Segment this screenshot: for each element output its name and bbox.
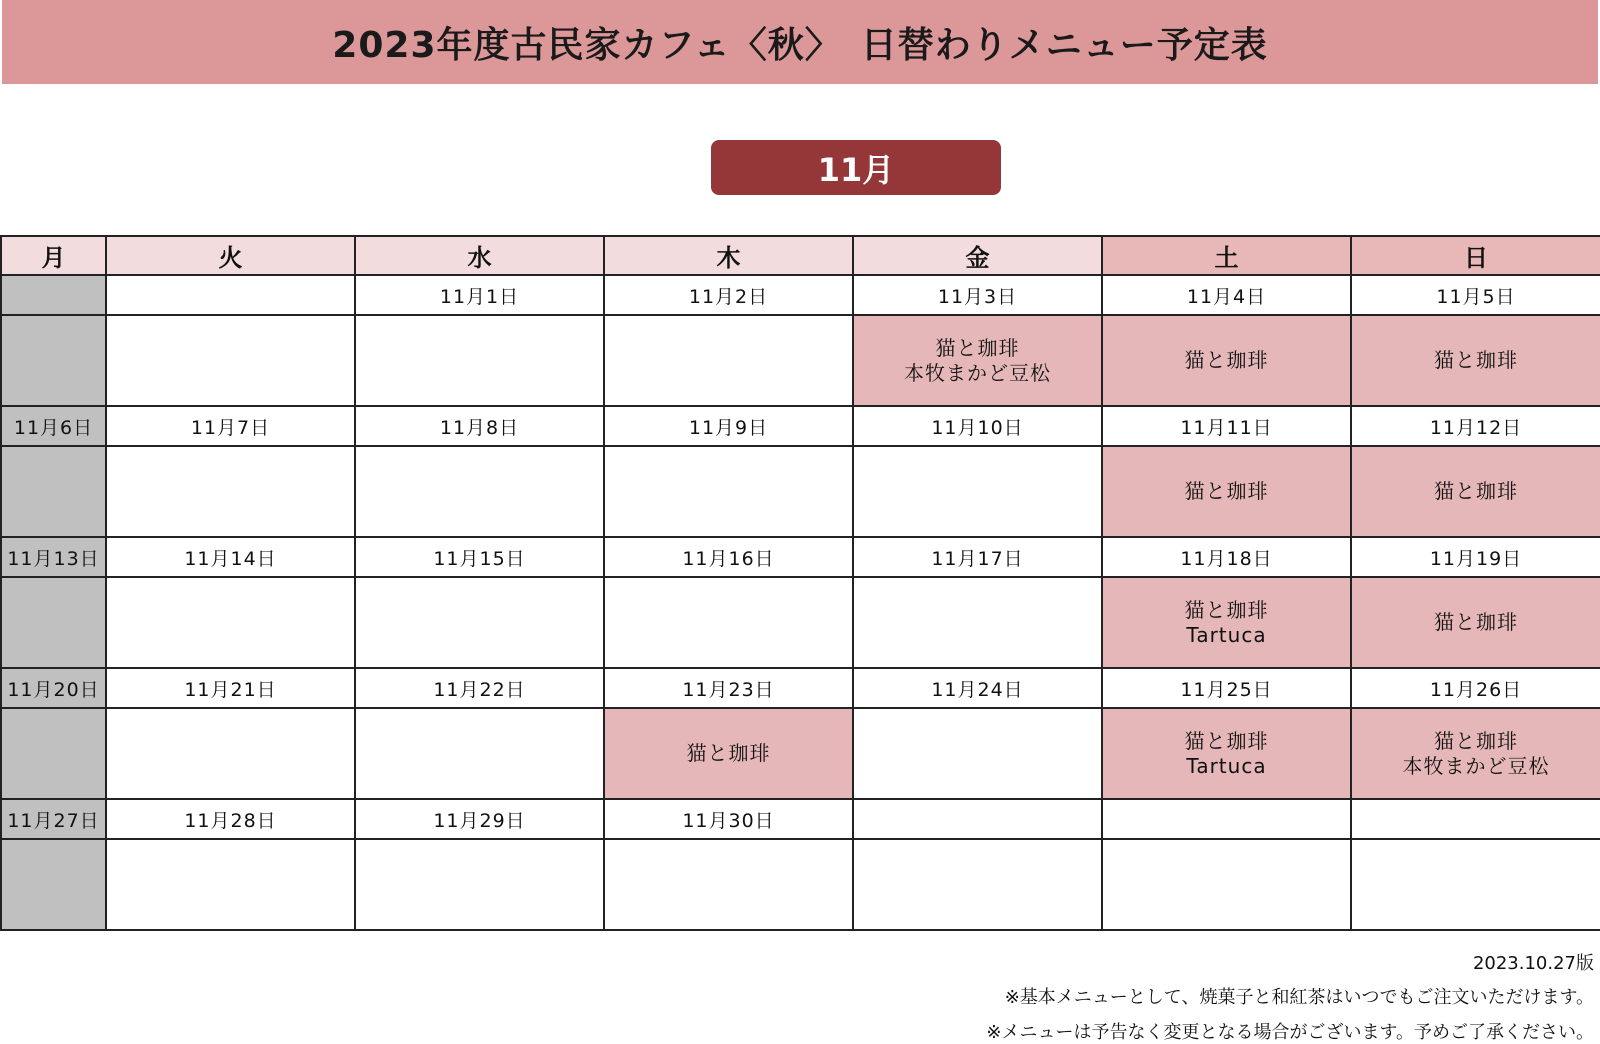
date-cell: 11月14日 <box>106 537 355 577</box>
menu-item: Tartuca <box>1186 753 1267 778</box>
date-cell: 11月23日 <box>604 668 853 708</box>
date-cell: 11月16日 <box>604 537 853 577</box>
menu-cell <box>1 708 106 799</box>
menu-item: 猫と珈琲 <box>686 741 771 765</box>
date-cell: 11月17日 <box>853 537 1102 577</box>
menu-cell <box>1102 839 1351 930</box>
menu-row <box>1 577 1600 668</box>
weekday-header-tue: 火 <box>106 236 355 275</box>
menu-cell <box>853 577 1102 668</box>
menu-cell <box>106 839 355 930</box>
date-row <box>1 799 1600 839</box>
date-cell: 11月6日 <box>1 406 106 446</box>
menu-calendar <box>0 235 1600 931</box>
date-cell: 11月7日 <box>106 406 355 446</box>
menu-item: 猫と珈琲 <box>1184 348 1269 372</box>
date-cell: 11月18日 <box>1102 537 1351 577</box>
date-cell: 11月1日 <box>355 275 604 315</box>
menu-cell <box>1 577 106 668</box>
date-cell: 11月26日 <box>1351 668 1600 708</box>
menu-row <box>1 315 1600 406</box>
menu-cell <box>604 577 853 668</box>
menu-cell <box>1102 708 1351 799</box>
date-cell: 11月27日 <box>1 799 106 839</box>
date-cell: 11月28日 <box>106 799 355 839</box>
menu-cell <box>604 708 853 799</box>
menu-item: 猫と珈琲 <box>1184 728 1269 753</box>
date-cell: 11月21日 <box>106 668 355 708</box>
menu-cell <box>853 315 1102 406</box>
menu-item: 猫と珈琲 <box>1434 479 1518 503</box>
menu-row <box>1 708 1600 799</box>
menu-cell <box>355 839 604 930</box>
weekday-header-row <box>1 236 1600 275</box>
menu-row <box>1 446 1600 537</box>
date-cell <box>1102 799 1351 839</box>
menu-cell <box>106 708 355 799</box>
menu-cell <box>853 839 1102 930</box>
footer-note-basic-menu: ※基本メニューとして、焼菓子と和紅茶はいつでもご注文いただけます。 <box>1004 987 1594 1008</box>
menu-cell <box>1 315 106 406</box>
date-cell: 11月20日 <box>1 668 106 708</box>
date-cell: 11月24日 <box>853 668 1102 708</box>
date-cell: 11月9日 <box>604 406 853 446</box>
menu-cell <box>604 315 853 406</box>
date-row <box>1 537 1600 577</box>
date-cell: 11月15日 <box>355 537 604 577</box>
date-row <box>1 275 1600 315</box>
date-cell <box>853 799 1102 839</box>
date-cell: 11月3日 <box>853 275 1102 315</box>
date-cell <box>1 275 106 315</box>
weekday-header-fri: 金 <box>853 236 1102 275</box>
menu-cell <box>604 446 853 537</box>
menu-row <box>1 839 1600 930</box>
date-cell: 11月5日 <box>1351 275 1600 315</box>
menu-cell <box>1351 708 1600 799</box>
date-cell: 11月13日 <box>1 537 106 577</box>
date-cell <box>106 275 355 315</box>
date-cell: 11月12日 <box>1351 406 1600 446</box>
date-cell: 11月19日 <box>1351 537 1600 577</box>
date-cell: 11月2日 <box>604 275 853 315</box>
menu-cell <box>1 839 106 930</box>
page-title: 2023年度古民家カフェ〈秋〉 日替わりメニュー予定表 <box>332 24 1268 66</box>
menu-cell <box>1 446 106 537</box>
menu-cell <box>355 708 604 799</box>
menu-item: 猫と珈琲 <box>1184 479 1269 503</box>
menu-item: 本牧まかど豆松 <box>1402 753 1550 778</box>
menu-item: 猫と珈琲 <box>935 335 1020 360</box>
weekday-header-sat: 土 <box>1102 236 1351 275</box>
date-cell: 11月25日 <box>1102 668 1351 708</box>
menu-cell <box>1351 315 1600 406</box>
menu-cell <box>1351 839 1600 930</box>
menu-cell <box>1102 446 1351 537</box>
menu-item: 本牧まかど豆松 <box>904 360 1051 385</box>
weekday-header-sun: 日 <box>1351 236 1600 275</box>
menu-cell <box>604 839 853 930</box>
weekday-header-wed: 水 <box>355 236 604 275</box>
date-cell: 11月10日 <box>853 406 1102 446</box>
menu-cell <box>355 446 604 537</box>
date-cell <box>1351 799 1600 839</box>
title-bar <box>2 0 1598 84</box>
version-label: 2023.10.27版 <box>1472 953 1594 974</box>
menu-cell <box>355 315 604 406</box>
month-label: 11月 <box>817 150 895 189</box>
date-row <box>1 406 1600 446</box>
menu-cell <box>1351 577 1600 668</box>
menu-cell <box>106 315 355 406</box>
date-cell: 11月4日 <box>1102 275 1351 315</box>
date-cell: 11月29日 <box>355 799 604 839</box>
menu-item: Tartuca <box>1186 622 1267 647</box>
menu-item: 猫と珈琲 <box>1434 348 1518 372</box>
menu-cell <box>355 577 604 668</box>
footer-note-menu-change: ※メニューは予告なく変更となる場合がございます。予めご了承ください。 <box>986 1022 1594 1043</box>
calendar-body <box>1 275 1600 930</box>
date-row <box>1 668 1600 708</box>
menu-cell <box>853 708 1102 799</box>
menu-item: 猫と珈琲 <box>1434 728 1518 753</box>
weekday-header-thu: 木 <box>604 236 853 275</box>
menu-cell <box>106 446 355 537</box>
menu-cell <box>1102 577 1351 668</box>
date-cell: 11月8日 <box>355 406 604 446</box>
date-cell: 11月30日 <box>604 799 853 839</box>
date-cell: 11月11日 <box>1102 406 1351 446</box>
weekday-header-mon: 月 <box>1 236 106 275</box>
menu-cell <box>1351 446 1600 537</box>
menu-item: 猫と珈琲 <box>1184 597 1269 622</box>
date-cell: 11月22日 <box>355 668 604 708</box>
month-badge <box>711 140 1001 195</box>
menu-cell <box>106 577 355 668</box>
menu-cell <box>1102 315 1351 406</box>
menu-item: 猫と珈琲 <box>1434 610 1518 634</box>
menu-cell <box>853 446 1102 537</box>
